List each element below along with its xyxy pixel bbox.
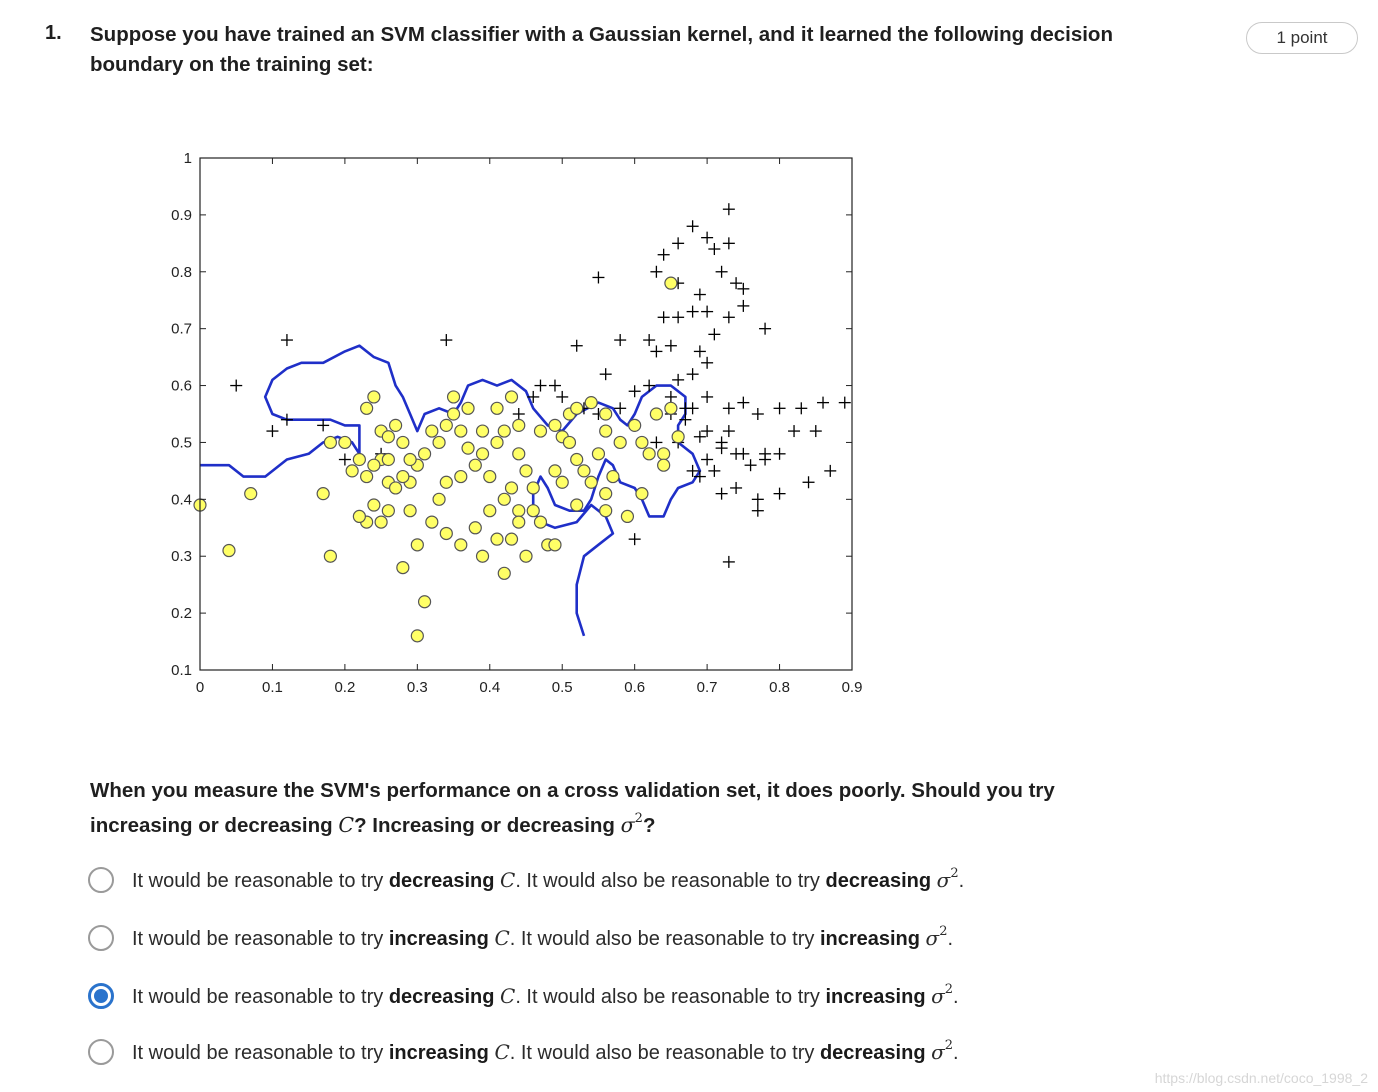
circle-marker [411, 630, 423, 642]
circle-marker [585, 476, 597, 488]
circle-marker [353, 510, 365, 522]
circle-marker [426, 425, 438, 437]
question-text: Suppose you have trained an SVM classifier with a Gaussian kernel, and it learned the following decision boundary on the training set: [90, 23, 1113, 76]
circle-marker [324, 550, 336, 562]
option-4-text: It would be reasonable to try increasing C. It would also be reasonable to try decreasing $\sigma^2$. [132, 1037, 959, 1064]
circle-marker [658, 448, 670, 460]
circle-marker [440, 476, 452, 488]
circle-marker [433, 436, 445, 448]
circle-marker [672, 431, 684, 443]
circle-marker [433, 493, 445, 505]
circle-marker [636, 436, 648, 448]
circle-marker [462, 442, 474, 454]
circle-marker [245, 488, 257, 500]
circle-marker [658, 459, 670, 471]
circle-marker [571, 402, 583, 414]
circle-marker [390, 482, 402, 494]
followup-mid: ? Increasing or decreasing [354, 813, 621, 837]
option-3-text: It would be reasonable to try decreasing C. It would also be reasonable to try increasing $\sigma^2$. [132, 981, 959, 1008]
circle-marker [520, 465, 532, 477]
circle-marker [484, 471, 496, 483]
x-tick-label: 0 [195, 679, 205, 696]
answer-option-1[interactable] [88, 860, 964, 900]
circle-marker [556, 476, 568, 488]
circle-marker [484, 505, 496, 517]
circle-marker [513, 505, 525, 517]
circle-marker [527, 482, 539, 494]
circle-marker [585, 397, 597, 409]
circle-marker [600, 505, 612, 517]
circle-marker [382, 454, 394, 466]
circle-marker [455, 425, 467, 437]
circle-marker [404, 505, 416, 517]
circle-marker [549, 465, 561, 477]
circle-marker [339, 436, 351, 448]
x-tick-label: 0.7 [696, 679, 718, 696]
y-tick-label: 0.3 [171, 548, 192, 566]
x-tick-label: 0.8 [769, 679, 790, 696]
circle-marker [419, 448, 431, 460]
circle-marker [455, 539, 467, 551]
circle-marker [614, 436, 626, 448]
circle-marker [665, 402, 677, 414]
circle-marker [397, 471, 409, 483]
circle-marker [477, 448, 489, 460]
circle-marker [462, 402, 474, 414]
circle-marker [223, 545, 235, 557]
radio-button-3[interactable] [88, 983, 114, 1009]
circle-marker [469, 459, 481, 471]
circle-marker [368, 459, 380, 471]
circle-marker [571, 499, 583, 511]
circle-marker [534, 516, 546, 528]
circle-marker [506, 482, 518, 494]
circle-marker [534, 425, 546, 437]
x-tick-label: 0.4 [479, 679, 501, 696]
circle-marker [455, 471, 467, 483]
circle-marker [397, 562, 409, 574]
followup-end: ? [642, 813, 656, 837]
x-tick-label: 0.5 [551, 679, 573, 696]
circle-marker [600, 488, 612, 500]
circle-marker [404, 454, 416, 466]
option-2-text: It would be reasonable to try increasing C. It would also be reasonable to try increasing $\sigma^2$. [132, 923, 954, 950]
y-tick-label: 0.5 [171, 434, 192, 452]
circle-marker [448, 391, 460, 403]
circle-marker [317, 488, 329, 500]
circle-marker [513, 419, 525, 431]
circle-marker [600, 425, 612, 437]
circle-marker [477, 425, 489, 437]
circle-marker [491, 533, 503, 545]
circle-marker [650, 408, 662, 420]
circle-marker [513, 516, 525, 528]
circle-marker [607, 471, 619, 483]
circle-marker [498, 425, 510, 437]
x-tick-label: 0.3 [406, 679, 428, 696]
x-tick-label: 0.2 [334, 679, 356, 696]
circle-marker [375, 516, 387, 528]
circle-marker [346, 465, 358, 477]
radio-button-4[interactable] [88, 1039, 114, 1065]
answer-option-3[interactable] [88, 976, 959, 1016]
circle-marker [600, 408, 612, 420]
circle-marker [621, 510, 633, 522]
circle-marker [368, 391, 380, 403]
y-tick-label: 0.1 [171, 662, 192, 679]
circle-marker [636, 488, 648, 500]
y-tick-label: 0.6 [171, 377, 192, 395]
circle-marker [390, 419, 402, 431]
circle-marker [520, 550, 532, 562]
circle-marker [643, 448, 655, 460]
circle-marker [382, 505, 394, 517]
sigma-symbol: $\sigma^2$ [620, 811, 643, 837]
circle-marker [549, 419, 561, 431]
circle-marker [549, 539, 561, 551]
y-tick-label: 0.4 [171, 491, 192, 509]
scatter-chart [150, 140, 880, 710]
answer-option-2[interactable] [88, 918, 953, 958]
decision-boundary-plot [150, 140, 880, 710]
circle-marker [527, 505, 539, 517]
circle-marker [440, 527, 452, 539]
x-tick-label: 0.1 [262, 679, 283, 696]
circle-marker [498, 493, 510, 505]
circle-marker [440, 419, 452, 431]
circle-marker [411, 539, 423, 551]
followup-question [90, 776, 1150, 841]
y-tick-label: 0.2 [171, 605, 192, 623]
y-tick-label: 1 [183, 150, 192, 167]
circle-marker [513, 448, 525, 460]
circle-marker [592, 448, 604, 460]
circle-marker [324, 436, 336, 448]
circle-marker [469, 522, 481, 534]
followup-prefix: When you measure the SVM's performance on a cross validation set, it does poorly. Should you try increasing or decreasing [90, 779, 1055, 837]
option-1-text: It would be reasonable to try decreasing C. It would also be reasonable to try decreasing $\sigma^2$. [132, 865, 965, 892]
circle-marker [361, 471, 373, 483]
circle-marker [578, 465, 590, 477]
circle-marker [571, 454, 583, 466]
x-tick-label: 0.6 [624, 679, 646, 696]
answer-option-4[interactable] [88, 1032, 959, 1072]
y-tick-label: 0.7 [171, 320, 192, 338]
x-tick-label: 0.9 [841, 679, 863, 696]
circle-marker [353, 454, 365, 466]
circle-marker [361, 402, 373, 414]
circle-marker [419, 596, 431, 608]
circle-marker [448, 408, 460, 420]
circle-marker [426, 516, 438, 528]
radio-button-2[interactable] [88, 925, 114, 951]
y-tick-label: 0.8 [171, 263, 192, 281]
circle-marker [491, 402, 503, 414]
circle-marker [665, 277, 677, 289]
y-tick-label: 0.9 [171, 206, 192, 224]
circle-marker [368, 499, 380, 511]
watermark: https://blog.csdn.net/coco_1998_2 [1154, 1070, 1368, 1086]
circle-marker [563, 436, 575, 448]
circle-marker [506, 533, 518, 545]
circle-marker [477, 550, 489, 562]
circle-marker [491, 436, 503, 448]
circle-marker [397, 436, 409, 448]
circle-marker [382, 431, 394, 443]
circle-marker [629, 419, 641, 431]
points-badge: 1 point [1246, 22, 1358, 54]
circle-marker [498, 567, 510, 579]
circle-marker [506, 391, 518, 403]
c-symbol: C [338, 812, 355, 837]
question-number: 1. [45, 22, 62, 44]
radio-button-1[interactable] [88, 867, 114, 893]
